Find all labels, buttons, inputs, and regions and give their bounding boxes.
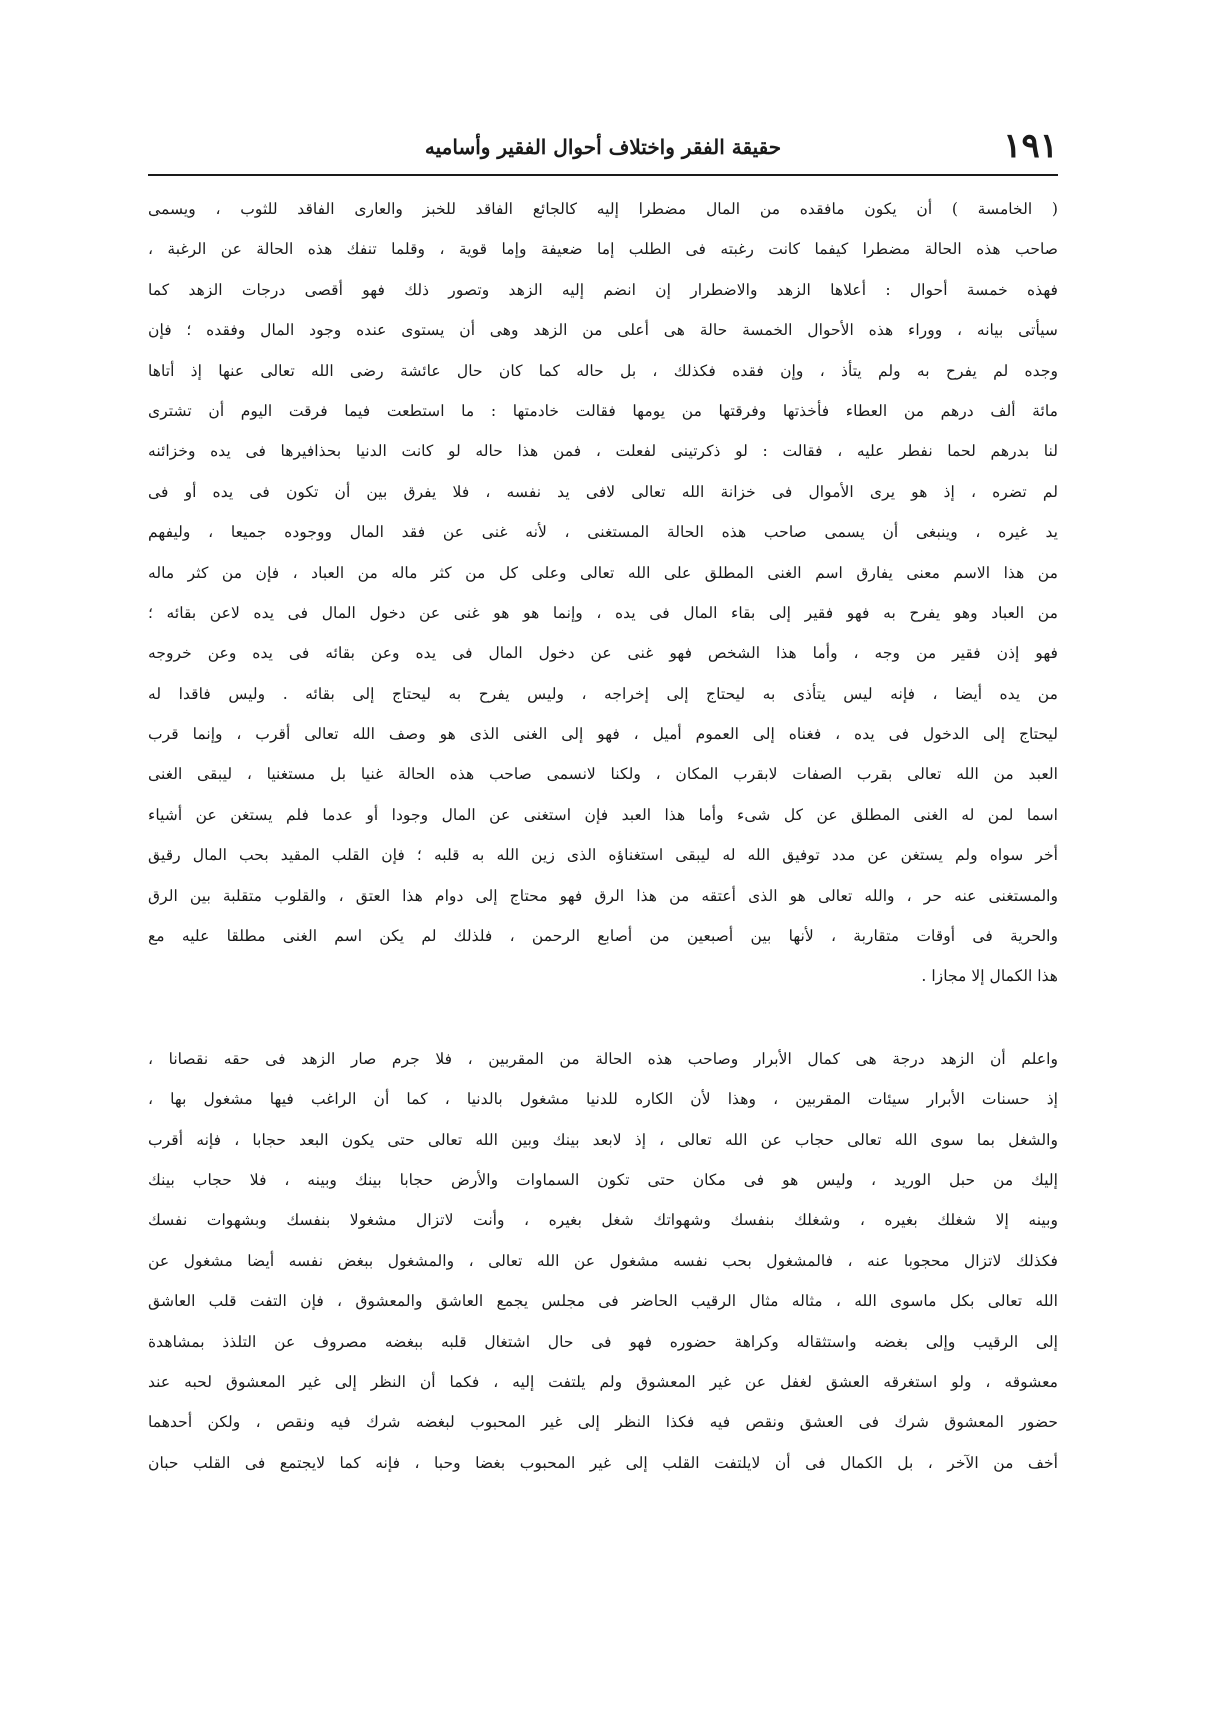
text-line: هذا الكمال إلا مجازا . — [921, 967, 1058, 986]
text-line: والحرية فى أوقات متقاربة ، لأنها بين أصبعين من أصابع الرحمن ، فلذلك لم يكن اسم الغنى مطلقا عليه مع — [148, 927, 1058, 946]
paragraph-2 — [148, 1039, 1058, 1483]
paragraph-1 — [148, 189, 1058, 997]
text-line: والشغل بما سوى الله تعالى حجاب عن الله تعالى ، إذ لابعد بينك وبين الله تعالى حتى يكون البعد حجابا ، فإنه أقرب — [148, 1130, 1058, 1149]
text-line: اسما لمن له الغنى المطلق عن كل شىء وأما هذا العبد فإن استغنى عن المال وجودا أو عدما فلم يستغن عن أشياء — [148, 805, 1058, 824]
text-line: فكذلك لاتزال محجوبا عنه ، فالمشغول بحب نفسه مشغول عن الله تعالى ، والمشغول ببغض نفسه أيضا مشغول عن — [148, 1251, 1058, 1270]
text-line: العبد من الله تعالى بقرب الصفات لابقرب المكان ، ولكنا لانسمى صاحب هذه الحالة غنيا بل مستغنيا ، ليبقى الغنى — [148, 765, 1058, 784]
text-line: والمستغنى عنه حر ، والله تعالى هو الذى أعتقه من هذا الرق فهو محتاج إلى دوام هذا العتق ، والقلوب متقلبة بين الرق — [148, 886, 1058, 905]
text-line: لنا بدرهم لحما نفطر عليه ، فقالت : لو ذكرتينى لفعلت ، فمن هذا حاله لو كانت الدنيا بحذافيرها فى يده وخزائنه — [148, 442, 1058, 461]
text-line: إليك من حبل الوريد ، وليس هو فى مكان حتى تكون السماوات والأرض حجابا بينك وبينه ، فلا حجاب بينك — [148, 1170, 1058, 1189]
text-line: سيأتى بيانه ، ووراء هذه الأحوال الخمسة حالة هى أعلى من الزهد وهى أن يستوى عنده وجود المال وفقده ؛ فإن — [148, 321, 1058, 340]
text-line: من هذا الاسم معنى يفارق اسم الغنى المطلق على الله تعالى وعلى كل من كثر ماله من العباد ، فإن من كثر ماله — [148, 563, 1058, 582]
paragraph-gap — [148, 997, 1058, 1039]
text-line: ( الخامسة ) أن يكون مافقده من المال مضطرا إليه كالجائع الفاقد للخبز والعارى الفاقد للثوب ، ويسمى — [148, 200, 1058, 218]
text-line: صاحب هذه الحالة مضطرا كيفما كانت رغبته فى الطلب إما ضعيفة وإما قوية ، وقلما تنفك هذه الحالة عن الرغبة ، — [148, 240, 1058, 259]
text-line: الله تعالى بكل ماسوى الله ، مثاله مثال الرقيب الحاضر فى مجلس يجمع العاشق والمعشوق ، فإن التفت قلب العاشق — [148, 1292, 1058, 1311]
text-line: معشوقه ، ولو استغرقه العشق لغفل عن غير المعشوق ولم يلتفت إليه ، فكما أن النظر إلى غير المعشوق لحبه عند — [148, 1372, 1058, 1391]
text-line: مائة ألف درهم من العطاء فأخذتها وفرقتها من يومها فقالت خادمتها : ما استطعت فيما فرقت اليوم أن تشترى — [148, 401, 1058, 420]
text-line: من يده أيضا ، فإنه ليس يتأذى به ليحتاج إلى إخراجه ، وليس يفرح به ليحتاج إلى بقائه . وليس فاقدا له — [148, 684, 1058, 703]
text-line: إلى الرقيب وإلى بغضه واستثقاله وكراهة حضوره فهو فى حال اشتغال قلبه ببغضه مصروف عن التلذذ بمشاهدة — [148, 1332, 1058, 1351]
page-header — [148, 126, 1058, 170]
text-line: حضور المعشوق شرك فى العشق ونقص فيه فكذا النظر إلى غير المحبوب لبغضه شرك فيه ونقص ، ولكن أحدهما — [148, 1413, 1058, 1432]
text-line: ليحتاج إلى الدخول فى يده ، فغناه إلى العموم أميل ، فهو إلى الغنى الذى هو وصف الله تعالى أقرب ، وإنما قرب — [148, 725, 1058, 744]
text-line: وبينه إلا شغلك بغيره ، وشغلك بنفسك وشهواتك شغل بغيره ، وأنت لاتزال مشغولا بنفسك وبشهوات نفسك — [148, 1211, 1058, 1230]
body-text — [148, 189, 1058, 1483]
text-line: وجده لم يفرح به ولم يتأذ ، وإن فقده فكذلك ، بل حاله كما كان حال عائشة رضى الله تعالى عنها إذ أتاها — [148, 361, 1058, 380]
text-line: أخف من الآخر ، بل الكمال فى أن لايلتفت القلب إلى غير المحبوب بغضا وحبا ، فإنه كما لايجتمع فى القلب حبان — [148, 1453, 1058, 1472]
text-line: واعلم أن الزهد درجة هى كمال الأبرار وصاحب هذه الحالة من المقربين ، فلا جرم صار الزهد فى حقه نقصانا ، — [148, 1049, 1058, 1068]
text-line: فهذه خمسة أحوال : أعلاها الزهد والاضطرار إن انضم إليه الزهد وتصور ذلك فهو أقصى درجات الزهد كما — [148, 280, 1058, 299]
text-line: فهو إذن فقير من وجه ، وأما هذا الشخص فهو غنى عن دخول المال فى يده وعن بقائه فى يده وعن خروجه — [148, 644, 1058, 663]
header-rule — [148, 174, 1058, 176]
text-line: يد غيره ، وينبغى أن يسمى صاحب هذه الحالة المستغنى ، لأنه غنى عن فقد المال ووجوده جميعا ، وليفهم — [148, 523, 1058, 542]
text-line: إذ حسنات الأبرار سيئات المقربين ، وهذا لأن الكاره للدنيا مشغول بالدنيا ، كما أن الراغب فيها مشغول بها ، — [148, 1090, 1058, 1109]
page-number: ١٩١ — [1003, 126, 1058, 166]
text-line: من العباد وهو يفرح به فهو فقير إلى بقاء المال فى يده ، وإنما هو هو غنى عن دخول المال فى يده لاعن بقائه ؛ — [148, 603, 1058, 622]
running-title: حقيقة الفقر واختلاف أحوال الفقير وأساميه — [424, 135, 782, 159]
text-line: أخر سواه ولم يستغن عن مدد توفيق الله له ليبقى استغناؤه الذى زين الله به قلبه ؛ فإن القلب المقيد بحب المال رقيق — [148, 846, 1058, 865]
text-line: لم تضره ، إذ هو يرى الأموال فى خزانة الله تعالى لافى يد نفسه ، فلا يفرق بين أن تكون فى يده أو فى — [148, 482, 1058, 501]
